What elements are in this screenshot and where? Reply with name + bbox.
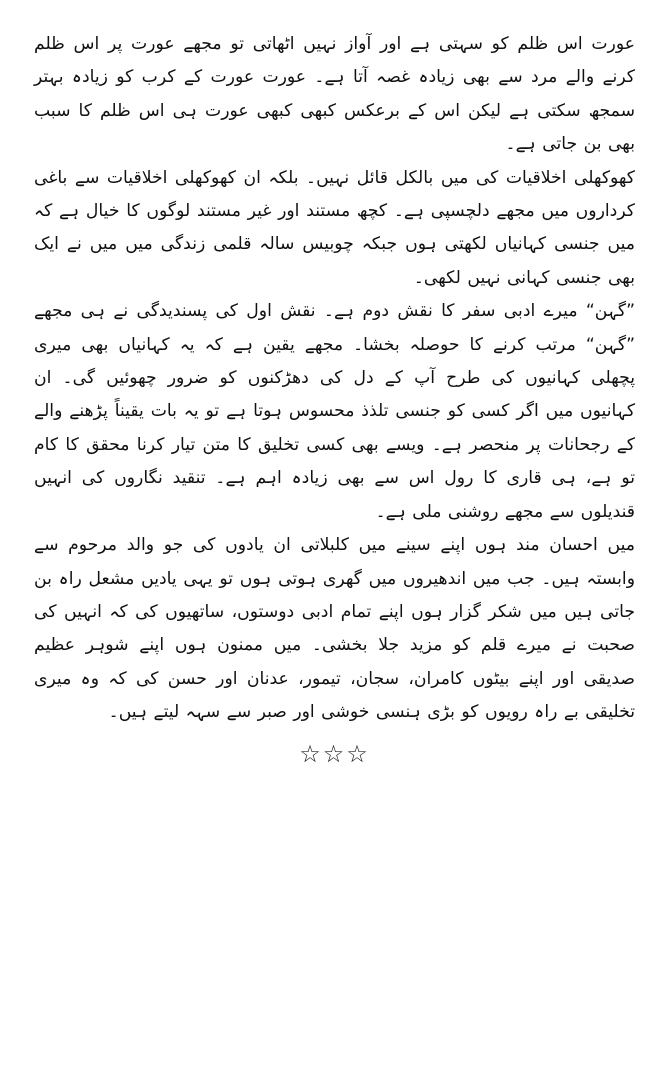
paragraph-3: ”گہن“ میرے ادبی سفر کا نقش دوم ہے۔ نقش اول کی پسندیدگی نے ہی مجھے ”گہن“ مرتب کرنے کا حوصلہ بخشا۔ مجھے یقین ہے کہ یہ کہانیاں بھی میری پچھلی کہانیوں کی طرح آپ کے دل کی دھڑکنوں کو ضرور چھوئیں گی۔ ان کہانیوں میں اگر کسی کو جنسی تلذذ محسوس ہوتا ہے تو یہ بات یقیناً پڑھنے والے کے رجحانات پر منحصر ہے۔ ویسے بھی کسی تخلیق کا متن تیار کرنا محقق کا کام تو ہے، ہی قاری کا رول اس سے بھی زیادہ اہم ہے۔ تنقید نگاروں کی انہیں قندیلوں سے مجھے روشنی ملی ہے۔ <box>34 301 635 522</box>
paragraph-4: میں احسان مند ہوں اپنے سینے میں کلبلاتی ان یادوں کی جو والد مرحوم سے وابستہ ہیں۔ جب میں اندھیروں میں گھری ہوتی ہوں تو یہی یادیں مشعل راہ بن جاتی ہیں میں شکر گزار ہوں اپنے تمام ادبی دوستوں، ساتھیوں کی کہ انہیں کی صحبت نے میرے قلم کو مزید جلا بخشی۔ میں ممنون ہوں اپنے شوہر عظیم صدیقی اور اپنے بیٹوں کامران، سجان، تیمور، عدنان اور حسن کی کہ وہ میری تخلیقی بے راہ رویوں کو بڑی ہنسی خوشی اور صبر سے سہہ لیتے ہیں۔ <box>34 535 635 723</box>
paragraph-1: عورت اس ظلم کو سہتی ہے اور آواز نہیں اٹھاتی تو مجھے عورت پر اس ظلم کرنے والے مرد سے بھی زیادہ غصہ آتا ہے۔ عورت عورت کے کرب کو زیادہ بہتر سمجھ سکتی ہے لیکن اس کے برعکس کبھی کبھی عورت ہی اس ظلم کا سبب بھی بن جاتی ہے۔ <box>34 34 635 155</box>
body-text <box>34 28 635 730</box>
paragraph-2: کھوکھلی اخلاقیات کی میں بالکل قائل نہیں۔ بلکہ ان کھوکھلی اخلاقیات سے باغی کرداروں میں مجھے دلچسپی ہے۔ کچھ مستند اور غیر مستند لوگوں کا خیال ہے کہ میں جنسی کہانیاں لکھتی ہوں جبکہ چوبیس سالہ قلمی زندگی میں میں نے ایک بھی جنسی کہانی نہیں لکھی۔ <box>34 167 635 288</box>
end-stars-icon: ☆☆☆ <box>299 739 370 768</box>
